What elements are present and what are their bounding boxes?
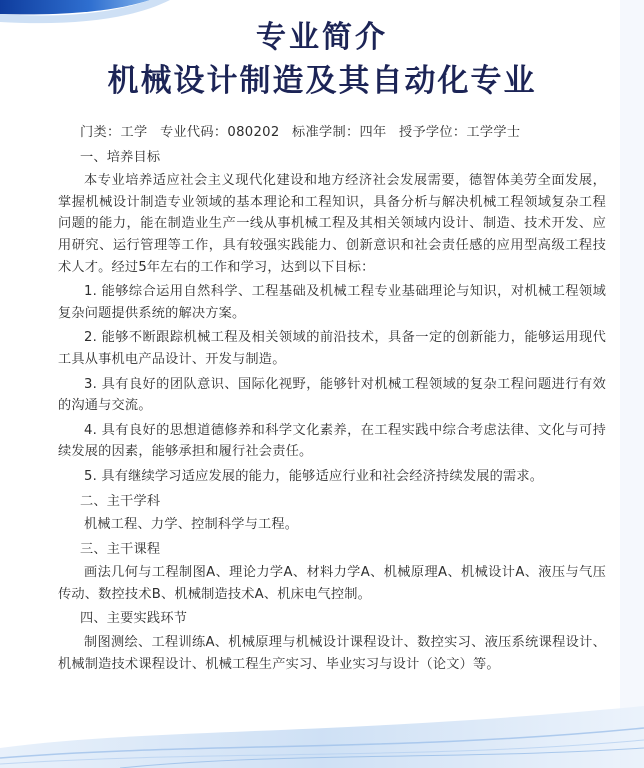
meta-code: 专业代码：080202 (159, 125, 280, 140)
goal-item-1: 1. 能够综合运用自然科学、工程基础及机械工程专业基础理论与知识，对机械工程领域复杂问题提供系统的解决方案。 (58, 284, 606, 321)
document-body (58, 122, 606, 675)
goal-item-3: 3. 具有良好的团队意识、国际化视野，能够针对机械工程领域的复杂工程问题进行有效的沟通与交流。 (58, 376, 606, 414)
meta-category: 门类：工学 (80, 125, 148, 140)
section-heading-goals: 一、培养目标 (80, 149, 161, 165)
meta-degree: 授予学位：工学学士 (398, 125, 521, 140)
page-title: 专业简介 (256, 20, 388, 55)
goal-item-2: 2. 能够不断跟踪机械工程及相关领域的前沿技术，具备一定的创新能力，能够运用现代工具从事机电产品设计、开发与制造。 (58, 330, 606, 367)
courses-content: 画法几何与工程制图A、理论力学A、材料力学A、机械原理A、机械设计A、液压与气压传动、数控技术B、机械制造技术A、机床电气控制。 (58, 565, 606, 602)
section-heading-practice: 四、主要实践环节 (80, 611, 188, 627)
goals-intro: 本专业培养适应社会主义现代化建设和地方经济社会发展需要，德智体美劳全面发展，掌握机械设计制造专业领域的基本理论和工程知识，具备分析与解决机械工程领域复杂工程问题的能力，能在制造业生产一线从事机械工程及其相关领域内设计、制造、技术开发、应用研究、运行管理等工作，具有较强实践能力、创新意识和社会责任感的应用型高级工程技术人才。经过5年左右的工作和学习，达到以下目标： (58, 173, 606, 275)
section-heading-disciplines: 二、主干学科 (80, 493, 161, 509)
meta-duration: 标准学制：四年 (292, 125, 387, 140)
program-meta (80, 122, 606, 144)
section-heading-courses: 三、主干课程 (80, 541, 161, 557)
practice-content: 制图测绘、工程训练A、机械原理与机械设计课程设计、数控实习、液压系统课程设计、机械制造技术课程设计、机械工程生产实习、毕业实习与设计（论文）等。 (58, 635, 606, 672)
goal-item-5: 5. 具有继续学习适应发展的能力，能够适应行业和社会经济持续发展的需求。 (84, 468, 544, 484)
page-subtitle: 机械设计制造及其自动化专业 (107, 63, 537, 99)
goal-item-4: 4. 具有良好的思想道德修养和科学文化素养，在工程实践中综合考虑法律、文化与可持续发展的因素，能够承担和履行社会责任。 (58, 422, 606, 460)
disciplines-content: 机械工程、力学、控制科学与工程。 (84, 517, 299, 533)
